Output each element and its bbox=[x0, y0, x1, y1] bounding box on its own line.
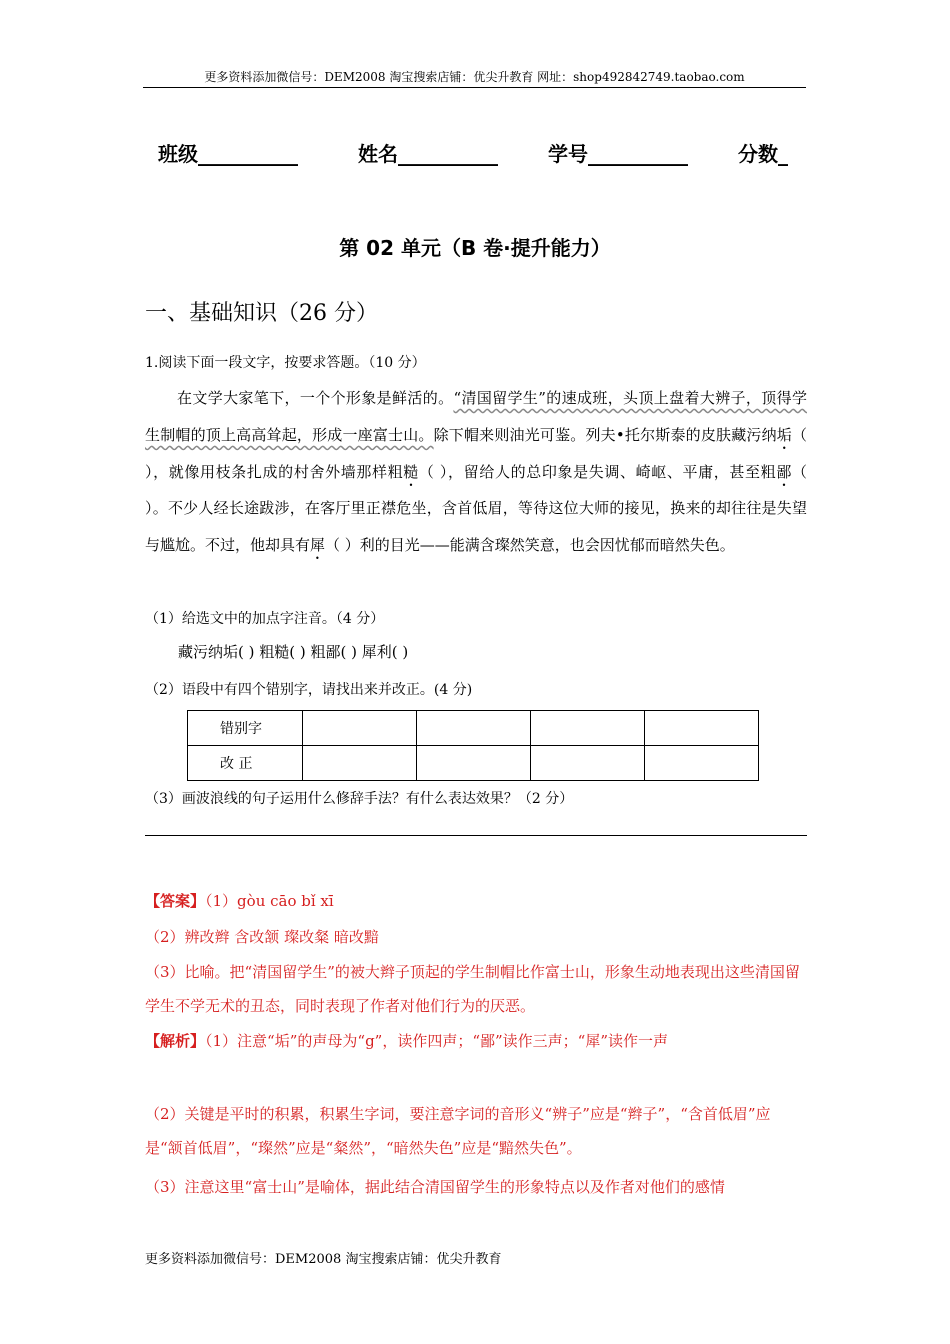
question-1-prompt: 1.阅读下面一段文字，按要求答题。（10 分） bbox=[145, 355, 426, 371]
page-footer: 更多资料添加微信号：DEM2008 淘宝搜索店铺：优尖升教育 bbox=[145, 1252, 502, 1267]
table-cell[interactable] bbox=[417, 746, 531, 781]
dotted-char: 鄙 bbox=[776, 462, 792, 481]
typo-correction-table bbox=[187, 710, 759, 781]
analysis-part-2: （2）关键是平时的积累，积累生字词，要注意字词的音形义“辨子”应是“辫子”，“含首低眉”应是“颔首低眉”，“璨然”应是“粲然”，“暗然失色”应是“黯然失色”。 bbox=[145, 1105, 771, 1157]
typo-row-label: 错别字 bbox=[188, 711, 303, 746]
answer-part-1 bbox=[145, 884, 807, 918]
passage-text: 在文学大家笔下，一个个形象是鲜活的。 bbox=[177, 389, 454, 407]
answer-part-2: （2）辨改辫 含改颔 璨改粲 暗改黯 bbox=[145, 928, 379, 946]
passage-text: （ ）。不少人经长途跋涉，在客厅里正襟危坐，含首低眉，等待这位大师的接见，换来的却往往是失望与尴尬。不过，他却具有 bbox=[145, 462, 807, 555]
answer-text: （1）gòu cāo bǐ xī bbox=[205, 892, 334, 910]
table-row bbox=[188, 711, 759, 746]
analysis-part-1 bbox=[145, 1024, 807, 1058]
table-cell[interactable] bbox=[303, 746, 417, 781]
subquestion-2-title: （2）语段中有四个错别字，请找出来并改正。(4 分) bbox=[145, 682, 473, 698]
subquestion-3-title: （3）画波浪线的句子运用什么修辞手法？有什么表达效果？（2 分） bbox=[145, 791, 574, 807]
table-cell[interactable] bbox=[645, 746, 759, 781]
page-header: 更多资料添加微信号：DEM2008 淘宝搜索店铺：优尖升教育 网址：shop492842749.taobao.com bbox=[204, 70, 745, 84]
passage-text: （ ），就像用枝条扎成的村舍外墙那样粗 bbox=[145, 425, 807, 481]
reading-passage bbox=[145, 380, 807, 564]
answer-label: 【答案】 bbox=[145, 892, 206, 910]
name-field[interactable]: 姓名__________ bbox=[358, 142, 498, 166]
analysis-text: （1）注意“垢”的声母为“g”，读作四声；“鄙”读作三声；“犀”读作一声 bbox=[205, 1032, 669, 1050]
dotted-char: 糙 bbox=[403, 462, 419, 481]
dotted-char: 垢 bbox=[776, 425, 792, 444]
table-cell[interactable] bbox=[417, 711, 531, 746]
answer-line bbox=[145, 835, 807, 836]
class-field[interactable]: 班级__________ bbox=[158, 142, 298, 166]
answer-part-3: （3）比喻。把“清国留学生”的被大辫子顶起的学生制帽比作富士山，形象生动地表现出这些清国留学生不学无术的丑态，同时表现了作者对他们行为的厌恶。 bbox=[145, 963, 800, 1015]
subquestion-1-title: （1）给选文中的加点字注音。（4 分） bbox=[145, 611, 385, 627]
section-title: 一、基础知识（26 分） bbox=[145, 301, 378, 326]
table-cell[interactable] bbox=[303, 711, 417, 746]
score-field[interactable]: 分数_ bbox=[738, 142, 788, 166]
header-divider bbox=[143, 87, 806, 88]
passage-text: （ ）利的目光——能满含璨然笑意，也会因忧郁而暗然失色。 bbox=[325, 536, 735, 555]
analysis-label: 【解析】 bbox=[145, 1032, 206, 1050]
unit-title: 第 02 单元（B 卷·提升能力） bbox=[339, 236, 611, 260]
passage-text: 除下帽来则油光可鉴。列夫•托尔斯泰的皮肤藏污纳 bbox=[433, 425, 777, 444]
table-cell[interactable] bbox=[645, 711, 759, 746]
wavy-underlined-sentence: “清国留学生”的速成班，头顶上盘着大辨子，顶得学生制帽的顶上高高耸起，形成一座富士山。 bbox=[145, 389, 807, 444]
subquestion-1-items: 藏污纳垢( ) 粗糙( ) 粗鄙( ) 犀利( ) bbox=[178, 643, 409, 661]
table-row bbox=[188, 746, 759, 781]
passage-text: （ ），留给人的总印象是失调、崎岖、平庸，甚至粗 bbox=[418, 462, 777, 481]
table-cell[interactable] bbox=[531, 746, 645, 781]
analysis-part-3: （3）注意这里“富士山”是喻体，据此结合清国留学生的形象特点以及作者对他们的感情 bbox=[145, 1178, 725, 1196]
student-id-field[interactable]: 学号__________ bbox=[548, 142, 688, 166]
dotted-char: 犀 bbox=[310, 536, 326, 555]
correction-row-label: 改 正 bbox=[188, 746, 303, 781]
table-cell[interactable] bbox=[531, 711, 645, 746]
